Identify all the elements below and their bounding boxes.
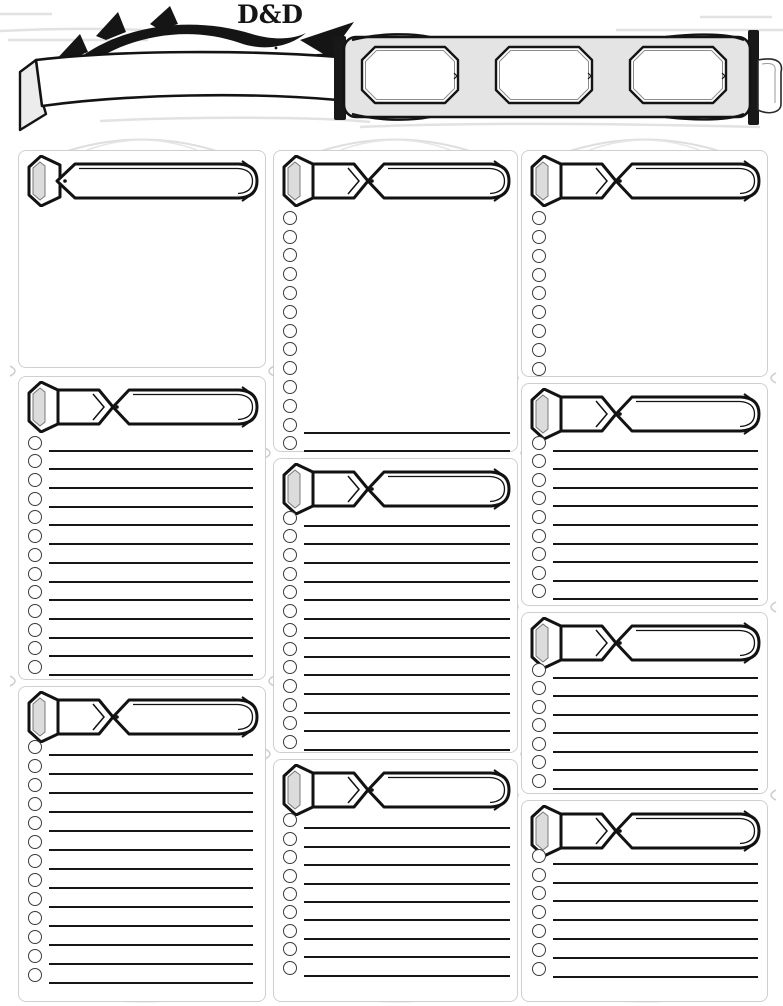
prepared-spell-bubble[interactable]: [28, 623, 42, 637]
prepared-spell-bubble[interactable]: [28, 911, 42, 925]
dnd-logo: D&D: [237, 0, 303, 29]
spell-level-badge[interactable]: [531, 156, 563, 204]
prepared-spell-bubble[interactable]: [532, 905, 546, 919]
prepared-spell-bubble[interactable]: [28, 759, 42, 773]
spellcasting-class-field[interactable]: [46, 60, 328, 100]
prepared-spell-bubble[interactable]: [283, 716, 297, 730]
prepared-spell-bubble[interactable]: [28, 968, 42, 982]
spell-row: [522, 582, 767, 601]
prepared-spell-bubble[interactable]: [532, 700, 546, 714]
prepared-spell-bubble[interactable]: [28, 585, 42, 599]
spell-name-line[interactable]: [553, 543, 758, 564]
prepared-spell-bubble[interactable]: [283, 679, 297, 693]
prepared-spell-bubble[interactable]: [28, 510, 42, 524]
slots-expended-field[interactable]: [628, 627, 745, 657]
prepared-spell-bubble[interactable]: [283, 529, 297, 543]
spell-name-line[interactable]: [553, 677, 758, 698]
spell-name-line[interactable]: [553, 450, 758, 471]
spell-name-line[interactable]: [553, 900, 758, 921]
slots-expended-field[interactable]: [125, 701, 243, 731]
prepared-spell-bubble[interactable]: [532, 230, 546, 244]
spell-rows: [19, 737, 265, 984]
spell-name-line[interactable]: [49, 849, 253, 870]
prepared-spell-bubble[interactable]: [283, 961, 297, 975]
prepared-spell-bubble[interactable]: [28, 660, 42, 674]
prepared-spell-bubble[interactable]: [283, 361, 297, 375]
prepared-spell-bubble[interactable]: [532, 305, 546, 319]
prepared-spell-bubble[interactable]: [532, 718, 546, 732]
spell-row: [522, 959, 767, 978]
spell-level-badge[interactable]: [283, 156, 315, 204]
spell-name-line[interactable]: [49, 524, 253, 545]
spell-level-badge[interactable]: [283, 765, 315, 813]
spell-name-line[interactable]: [553, 468, 758, 489]
spell-name-line[interactable]: [553, 844, 758, 865]
prepared-spell-bubble[interactable]: [532, 491, 546, 505]
spell-rows: [19, 433, 265, 676]
spell-row: [274, 208, 517, 227]
spell-row: [274, 227, 517, 246]
spell-rows: [522, 660, 767, 790]
prepared-spell-bubble[interactable]: [532, 286, 546, 300]
prepared-spell-bubble[interactable]: [28, 492, 42, 506]
spell-name-line[interactable]: [304, 599, 510, 620]
prepared-spell-bubble[interactable]: [28, 436, 42, 450]
spell-row: [522, 340, 767, 359]
prepared-spell-bubble[interactable]: [532, 737, 546, 751]
prepared-spell-bubble[interactable]: [283, 248, 297, 262]
spell-name-line[interactable]: [304, 730, 510, 751]
prepared-spell-bubble[interactable]: [283, 604, 297, 618]
prepared-spell-bubble[interactable]: [283, 380, 297, 394]
spell-name-line[interactable]: [49, 906, 253, 927]
spell-rows: [274, 508, 517, 751]
spell-save-dc-box[interactable]: [496, 47, 592, 103]
spell-level-badge[interactable]: [531, 389, 563, 437]
prepared-spell-bubble[interactable]: [28, 548, 42, 562]
prepared-spell-bubble[interactable]: [532, 868, 546, 882]
spell-section-panel: [273, 150, 518, 452]
spell-name-line[interactable]: [49, 735, 253, 756]
spell-section-panel: [521, 800, 768, 1002]
prepared-spell-bubble[interactable]: [532, 547, 546, 561]
spell-name-line[interactable]: [304, 956, 510, 976]
prepared-spell-bubble[interactable]: [532, 962, 546, 976]
prepared-spell-bubble[interactable]: [283, 642, 297, 656]
spell-row: [274, 732, 517, 751]
slots-total-field[interactable]: [316, 774, 360, 804]
prepared-spell-bubble[interactable]: [283, 230, 297, 244]
spell-name-line[interactable]: [553, 431, 758, 452]
spell-name-line[interactable]: [553, 751, 758, 772]
spell-section-panel: [521, 612, 768, 794]
prepared-spell-bubble[interactable]: [532, 529, 546, 543]
spell-row: [274, 958, 517, 976]
slots-expended-field[interactable]: [628, 815, 745, 845]
spell-name-line[interactable]: [553, 957, 758, 978]
spell-rows: [522, 433, 767, 600]
slots-expended-field[interactable]: [380, 774, 495, 804]
prepared-spell-bubble[interactable]: [532, 566, 546, 580]
prepared-spell-bubble[interactable]: [283, 511, 297, 525]
spell-name-line[interactable]: [304, 864, 510, 884]
prepared-spell-bubble[interactable]: [532, 681, 546, 695]
spell-name-line[interactable]: [49, 754, 253, 775]
spell-row: [522, 321, 767, 340]
prepared-spell-bubble[interactable]: [283, 267, 297, 281]
spell-name-line[interactable]: [304, 846, 510, 866]
spell-name-line[interactable]: [304, 543, 510, 564]
prepared-spell-bubble[interactable]: [532, 362, 546, 376]
prepared-spell-bubble[interactable]: [28, 529, 42, 543]
spell-row: [19, 657, 265, 676]
spell-name-line[interactable]: [49, 773, 253, 794]
prepared-spell-bubble[interactable]: [532, 849, 546, 863]
spell-name-line[interactable]: [553, 882, 758, 903]
spell-name-line[interactable]: [49, 830, 253, 851]
spell-row: [274, 246, 517, 265]
spell-name-line[interactable]: [304, 938, 510, 958]
prepared-spell-bubble[interactable]: [283, 832, 297, 846]
slots-total-field[interactable]: [564, 165, 608, 195]
spell-row: [522, 227, 767, 246]
spell-name-line[interactable]: [49, 637, 253, 658]
spell-name-line[interactable]: [304, 525, 510, 546]
spell-name-line[interactable]: [49, 468, 253, 489]
prepared-spell-bubble[interactable]: [532, 584, 546, 598]
spell-rows: [522, 208, 767, 378]
spell-level-badge[interactable]: [28, 382, 60, 430]
spell-name-line[interactable]: [553, 695, 758, 716]
slots-expended-field[interactable]: [628, 165, 745, 195]
prepared-spell-bubble[interactable]: [28, 473, 42, 487]
spell-level-badge[interactable]: [283, 464, 315, 512]
spell-section-panel: [521, 150, 768, 377]
prepared-spell-bubble[interactable]: [532, 924, 546, 938]
spell-name-line[interactable]: [49, 450, 253, 471]
spell-name-line[interactable]: [553, 487, 758, 508]
prepared-spell-bubble[interactable]: [532, 774, 546, 788]
spell-name-line[interactable]: [49, 655, 253, 676]
spell-name-line[interactable]: [49, 581, 253, 602]
prepared-spell-bubble[interactable]: [283, 924, 297, 938]
prepared-spell-bubble[interactable]: [283, 813, 297, 827]
prepared-spell-bubble[interactable]: [283, 698, 297, 712]
spell-name-line[interactable]: [304, 506, 510, 527]
prepared-spell-bubble[interactable]: [532, 211, 546, 225]
prepared-spell-bubble[interactable]: [532, 268, 546, 282]
spell-row: [274, 434, 517, 453]
prepared-spell-bubble[interactable]: [283, 585, 297, 599]
spell-name-line[interactable]: [553, 938, 758, 959]
spell-row: [522, 246, 767, 265]
spell-name-line[interactable]: [49, 562, 253, 583]
spell-attack-bonus-box[interactable]: [630, 47, 726, 103]
prepared-spell-bubble[interactable]: [28, 604, 42, 618]
prepared-spell-bubble[interactable]: [283, 850, 297, 864]
spell-name-line[interactable]: [304, 413, 510, 434]
prepared-spell-bubble[interactable]: [28, 873, 42, 887]
spell-row: [274, 283, 517, 302]
slots-total-field[interactable]: [564, 627, 608, 657]
slots-expended-field[interactable]: [380, 473, 495, 503]
spell-name-line[interactable]: [304, 656, 510, 677]
spell-name-line[interactable]: [553, 714, 758, 735]
spell-name-line[interactable]: [553, 919, 758, 940]
prepared-spell-bubble[interactable]: [283, 324, 297, 338]
spell-name-line[interactable]: [49, 487, 253, 508]
prepared-spell-bubble[interactable]: [283, 305, 297, 319]
prepared-spell-bubble[interactable]: [28, 778, 42, 792]
spell-row: [274, 321, 517, 340]
spell-name-line[interactable]: [304, 827, 510, 847]
prepared-spell-bubble[interactable]: [28, 454, 42, 468]
spell-name-line[interactable]: [304, 712, 510, 733]
spellcasting-ability-box[interactable]: [362, 47, 458, 103]
spell-name-line[interactable]: [49, 944, 253, 965]
prepared-spell-bubble[interactable]: [283, 211, 297, 225]
prepared-spell-bubble[interactable]: [283, 399, 297, 413]
spell-name-line[interactable]: [553, 658, 758, 679]
spell-name-line[interactable]: [553, 863, 758, 884]
prepared-spell-bubble[interactable]: [28, 567, 42, 581]
spell-row: [274, 377, 517, 396]
prepared-spell-bubble[interactable]: [283, 623, 297, 637]
spell-row: [522, 284, 767, 303]
slots-total-field[interactable]: [61, 701, 105, 731]
spell-section-panel: [521, 383, 768, 606]
prepared-spell-bubble[interactable]: [283, 418, 297, 432]
prepared-spell-bubble[interactable]: [532, 663, 546, 677]
slots-expended-field[interactable]: [380, 165, 495, 195]
prepared-spell-bubble[interactable]: [532, 510, 546, 524]
prepared-spell-bubble[interactable]: [283, 342, 297, 356]
slots-total-field[interactable]: [316, 165, 360, 195]
prepared-spell-bubble[interactable]: [532, 755, 546, 769]
spell-name-line[interactable]: [49, 811, 253, 832]
spell-name-line[interactable]: [49, 618, 253, 639]
spell-name-line[interactable]: [49, 925, 253, 946]
spell-name-line[interactable]: [304, 901, 510, 921]
spell-name-line[interactable]: [553, 505, 758, 526]
prepared-spell-bubble[interactable]: [283, 660, 297, 674]
prepared-spell-bubble[interactable]: [28, 835, 42, 849]
spell-name-line[interactable]: [304, 432, 510, 453]
slots-total-field[interactable]: [564, 815, 608, 845]
prepared-spell-bubble[interactable]: [28, 854, 42, 868]
prepared-spell-bubble[interactable]: [28, 641, 42, 655]
spell-name-line[interactable]: [304, 637, 510, 658]
prepared-spell-bubble[interactable]: [532, 473, 546, 487]
prepared-spell-bubble[interactable]: [283, 869, 297, 883]
spell-name-line[interactable]: [304, 919, 510, 939]
spell-section-panel: [18, 376, 266, 680]
spell-name-line[interactable]: [49, 543, 253, 564]
prepared-spell-bubble[interactable]: [28, 892, 42, 906]
spell-name-line[interactable]: [49, 599, 253, 620]
prepared-spell-bubble[interactable]: [283, 905, 297, 919]
spell-rows: [522, 846, 767, 978]
spell-row: [522, 771, 767, 790]
spell-row: [522, 208, 767, 227]
spell-name-line[interactable]: [553, 561, 758, 582]
spell-row: [274, 358, 517, 377]
spell-name-line[interactable]: [553, 580, 758, 601]
spell-name-line[interactable]: [304, 693, 510, 714]
spell-section-panel: [18, 150, 266, 368]
prepared-spell-bubble[interactable]: [283, 436, 297, 450]
prepared-spell-bubble[interactable]: [28, 797, 42, 811]
slots-total-field[interactable]: [564, 398, 608, 428]
spell-level-badge[interactable]: [28, 692, 60, 740]
spell-name-line[interactable]: [553, 769, 758, 790]
spell-name-line[interactable]: [49, 506, 253, 527]
slots-total-field[interactable]: [316, 473, 360, 503]
slots-expended-field[interactable]: [628, 398, 745, 428]
spell-name-line[interactable]: [49, 792, 253, 813]
prepared-spell-bubble[interactable]: [283, 735, 297, 749]
prepared-spell-bubble[interactable]: [532, 249, 546, 263]
spell-section-panel: [273, 759, 518, 1002]
spell-level-badge[interactable]: [28, 156, 60, 204]
spell-name-line[interactable]: [304, 809, 510, 829]
spell-row: [19, 965, 265, 984]
spell-name-line[interactable]: [304, 562, 510, 583]
prepared-spell-bubble[interactable]: [283, 887, 297, 901]
prepared-spell-bubble[interactable]: [532, 343, 546, 357]
spell-row: [522, 265, 767, 284]
spell-name-line[interactable]: [49, 431, 253, 452]
spell-rows: [274, 208, 517, 452]
prepared-spell-bubble[interactable]: [532, 436, 546, 450]
spell-name-line[interactable]: [553, 524, 758, 545]
prepared-spell-bubble[interactable]: [283, 942, 297, 956]
spell-row: [522, 302, 767, 321]
spell-row: [274, 264, 517, 283]
prepared-spell-bubble[interactable]: [28, 930, 42, 944]
spell-name-line[interactable]: [304, 883, 510, 903]
spell-name-line[interactable]: [553, 732, 758, 753]
spell-section-panel: [18, 686, 266, 1002]
slots-expended-field[interactable]: [125, 391, 243, 421]
prepared-spell-bubble[interactable]: [532, 943, 546, 957]
spell-row: [274, 340, 517, 359]
prepared-spell-bubble[interactable]: [283, 548, 297, 562]
prepared-spell-bubble[interactable]: [283, 567, 297, 581]
spell-name-line[interactable]: [49, 963, 253, 984]
prepared-spell-bubble[interactable]: [283, 286, 297, 300]
prepared-spell-bubble[interactable]: [532, 454, 546, 468]
prepared-spell-bubble[interactable]: [28, 740, 42, 754]
spell-name-line[interactable]: [49, 887, 253, 908]
spell-name-line[interactable]: [304, 674, 510, 695]
prepared-spell-bubble[interactable]: [532, 886, 546, 900]
spell-section-panel: [273, 458, 518, 753]
spell-rows: [274, 811, 517, 977]
spell-row: [522, 359, 767, 378]
spell-level-header-banner: [27, 155, 259, 207]
prepared-spell-bubble[interactable]: [28, 949, 42, 963]
slots-total-field[interactable]: [61, 391, 105, 421]
prepared-spell-bubble[interactable]: [28, 816, 42, 830]
spell-name-line[interactable]: [49, 868, 253, 889]
spell-name-line[interactable]: [304, 618, 510, 639]
spell-name-line[interactable]: [304, 581, 510, 602]
prepared-spell-bubble[interactable]: [532, 324, 546, 338]
spell-row: [274, 302, 517, 321]
